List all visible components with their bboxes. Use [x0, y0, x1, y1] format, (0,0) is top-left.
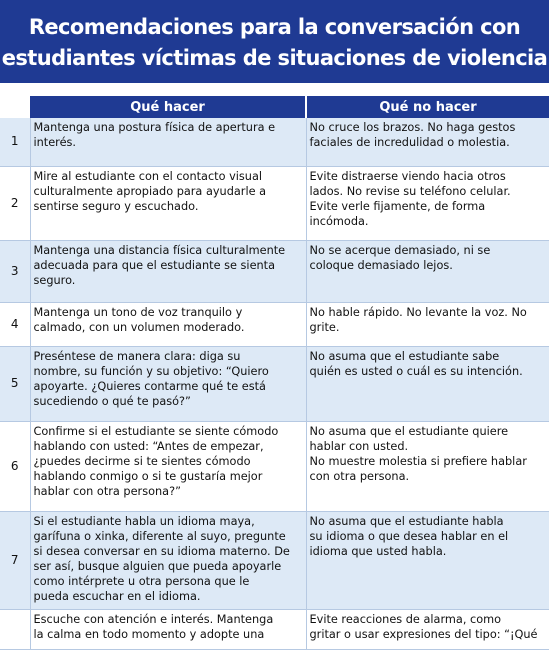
title-banner	[0, 0, 549, 83]
do-cell	[30, 118, 306, 166]
dont-text: Evite reacciones de alarma, como gritar o usar expresiones del tipo: “¡Qué	[309, 612, 538, 641]
do-cell	[30, 240, 306, 302]
do-cell	[30, 511, 306, 609]
do-text: Mire al estudiante con el contacto visual culturalmente apropiado para ayudarle a sentirse seguro y escuchado.	[33, 169, 267, 213]
do-cell	[30, 609, 306, 649]
row-number: 4	[0, 302, 30, 346]
do-text: Mantenga una distancia física culturalmente adecuada para que el estudiante se sienta seguro.	[33, 243, 286, 287]
header-dont: Qué no hacer	[306, 96, 549, 118]
dont-cell	[306, 240, 549, 302]
table-row	[0, 240, 549, 302]
dont-cell	[306, 118, 549, 166]
title-line-1: Recomendaciones para la conversación con	[28, 14, 521, 39]
table-row	[0, 511, 549, 609]
dont-text: No asuma que el estudiante sabe quién es usted o cuál es su intención.	[309, 349, 523, 378]
table-row	[0, 421, 549, 511]
do-cell	[30, 346, 306, 421]
dont-cell	[306, 302, 549, 346]
recommendations-table	[0, 96, 549, 650]
table-row	[0, 118, 549, 166]
do-text: Si el estudiante habla un idioma maya, garífuna o xinka, diferente al suyo, pregunte si desea conversar en su idioma materno. De ser así, busque alguien que pueda apoyarle como intérprete u otra persona que le pueda escuchar en el idioma.	[33, 514, 290, 603]
row-number: 6	[0, 421, 30, 511]
dont-text: Evite distraerse viendo hacia otros lados. No revise su teléfono celular. Evite verle fijamente, de forma incómoda.	[309, 169, 511, 228]
dont-cell	[306, 609, 549, 649]
row-number: 1	[0, 118, 30, 166]
row-number	[0, 609, 30, 649]
row-number: 5	[0, 346, 30, 421]
row-number: 2	[0, 166, 30, 240]
dont-cell	[306, 166, 549, 240]
dont-text: No hable rápido. No levante la voz. No grite.	[309, 305, 527, 334]
dont-text: No se acerque demasiado, ni se coloque demasiado lejos.	[309, 243, 491, 272]
do-cell	[30, 302, 306, 346]
do-text: Mantenga un tono de voz tranquilo y calmado, con un volumen moderado.	[33, 305, 245, 334]
dont-text: No asuma que el estudiante habla su idioma o que desea hablar en el idioma que usted habla.	[309, 514, 509, 558]
table-row	[0, 302, 549, 346]
title-line-2: estudiantes víctimas de situaciones de violencia	[1, 45, 548, 70]
do-text: Mantenga una postura física de apertura e interés.	[33, 121, 276, 149]
table-row	[0, 166, 549, 240]
dont-cell	[306, 346, 549, 421]
do-cell	[30, 421, 306, 511]
do-cell	[30, 166, 306, 240]
header-do: Qué hacer	[30, 96, 306, 118]
dont-cell	[306, 421, 549, 511]
table-header-row	[0, 96, 549, 118]
header-number	[0, 96, 30, 118]
do-text: Escuche con atención e interés. Mantenga la calma en todo momento y adopte una	[33, 612, 274, 641]
do-text: Confirme si el estudiante se siente cómodo hablando con usted: “Antes de empezar, ¿puedes decirme si te sientes cómodo hablando conmigo o si te gustaría mejor hablar con otra persona?”	[33, 424, 279, 498]
row-number: 3	[0, 240, 30, 302]
dont-text: No cruce los brazos. No haga gestos faciales de incredulidad o molestia.	[309, 121, 516, 149]
do-text: Preséntese de manera clara: diga su nombre, su función y su objetivo: “Quiero apoyarte. ¿Quieres contarme qué te está sucediendo o qué te pasó?”	[33, 349, 269, 408]
table-row	[0, 346, 549, 421]
dont-cell	[306, 511, 549, 609]
row-number: 7	[0, 511, 30, 609]
dont-text: No asuma que el estudiante quiere hablar con usted. No muestre molestia si prefiere hablar con otra persona.	[309, 424, 527, 483]
table-row	[0, 609, 549, 649]
